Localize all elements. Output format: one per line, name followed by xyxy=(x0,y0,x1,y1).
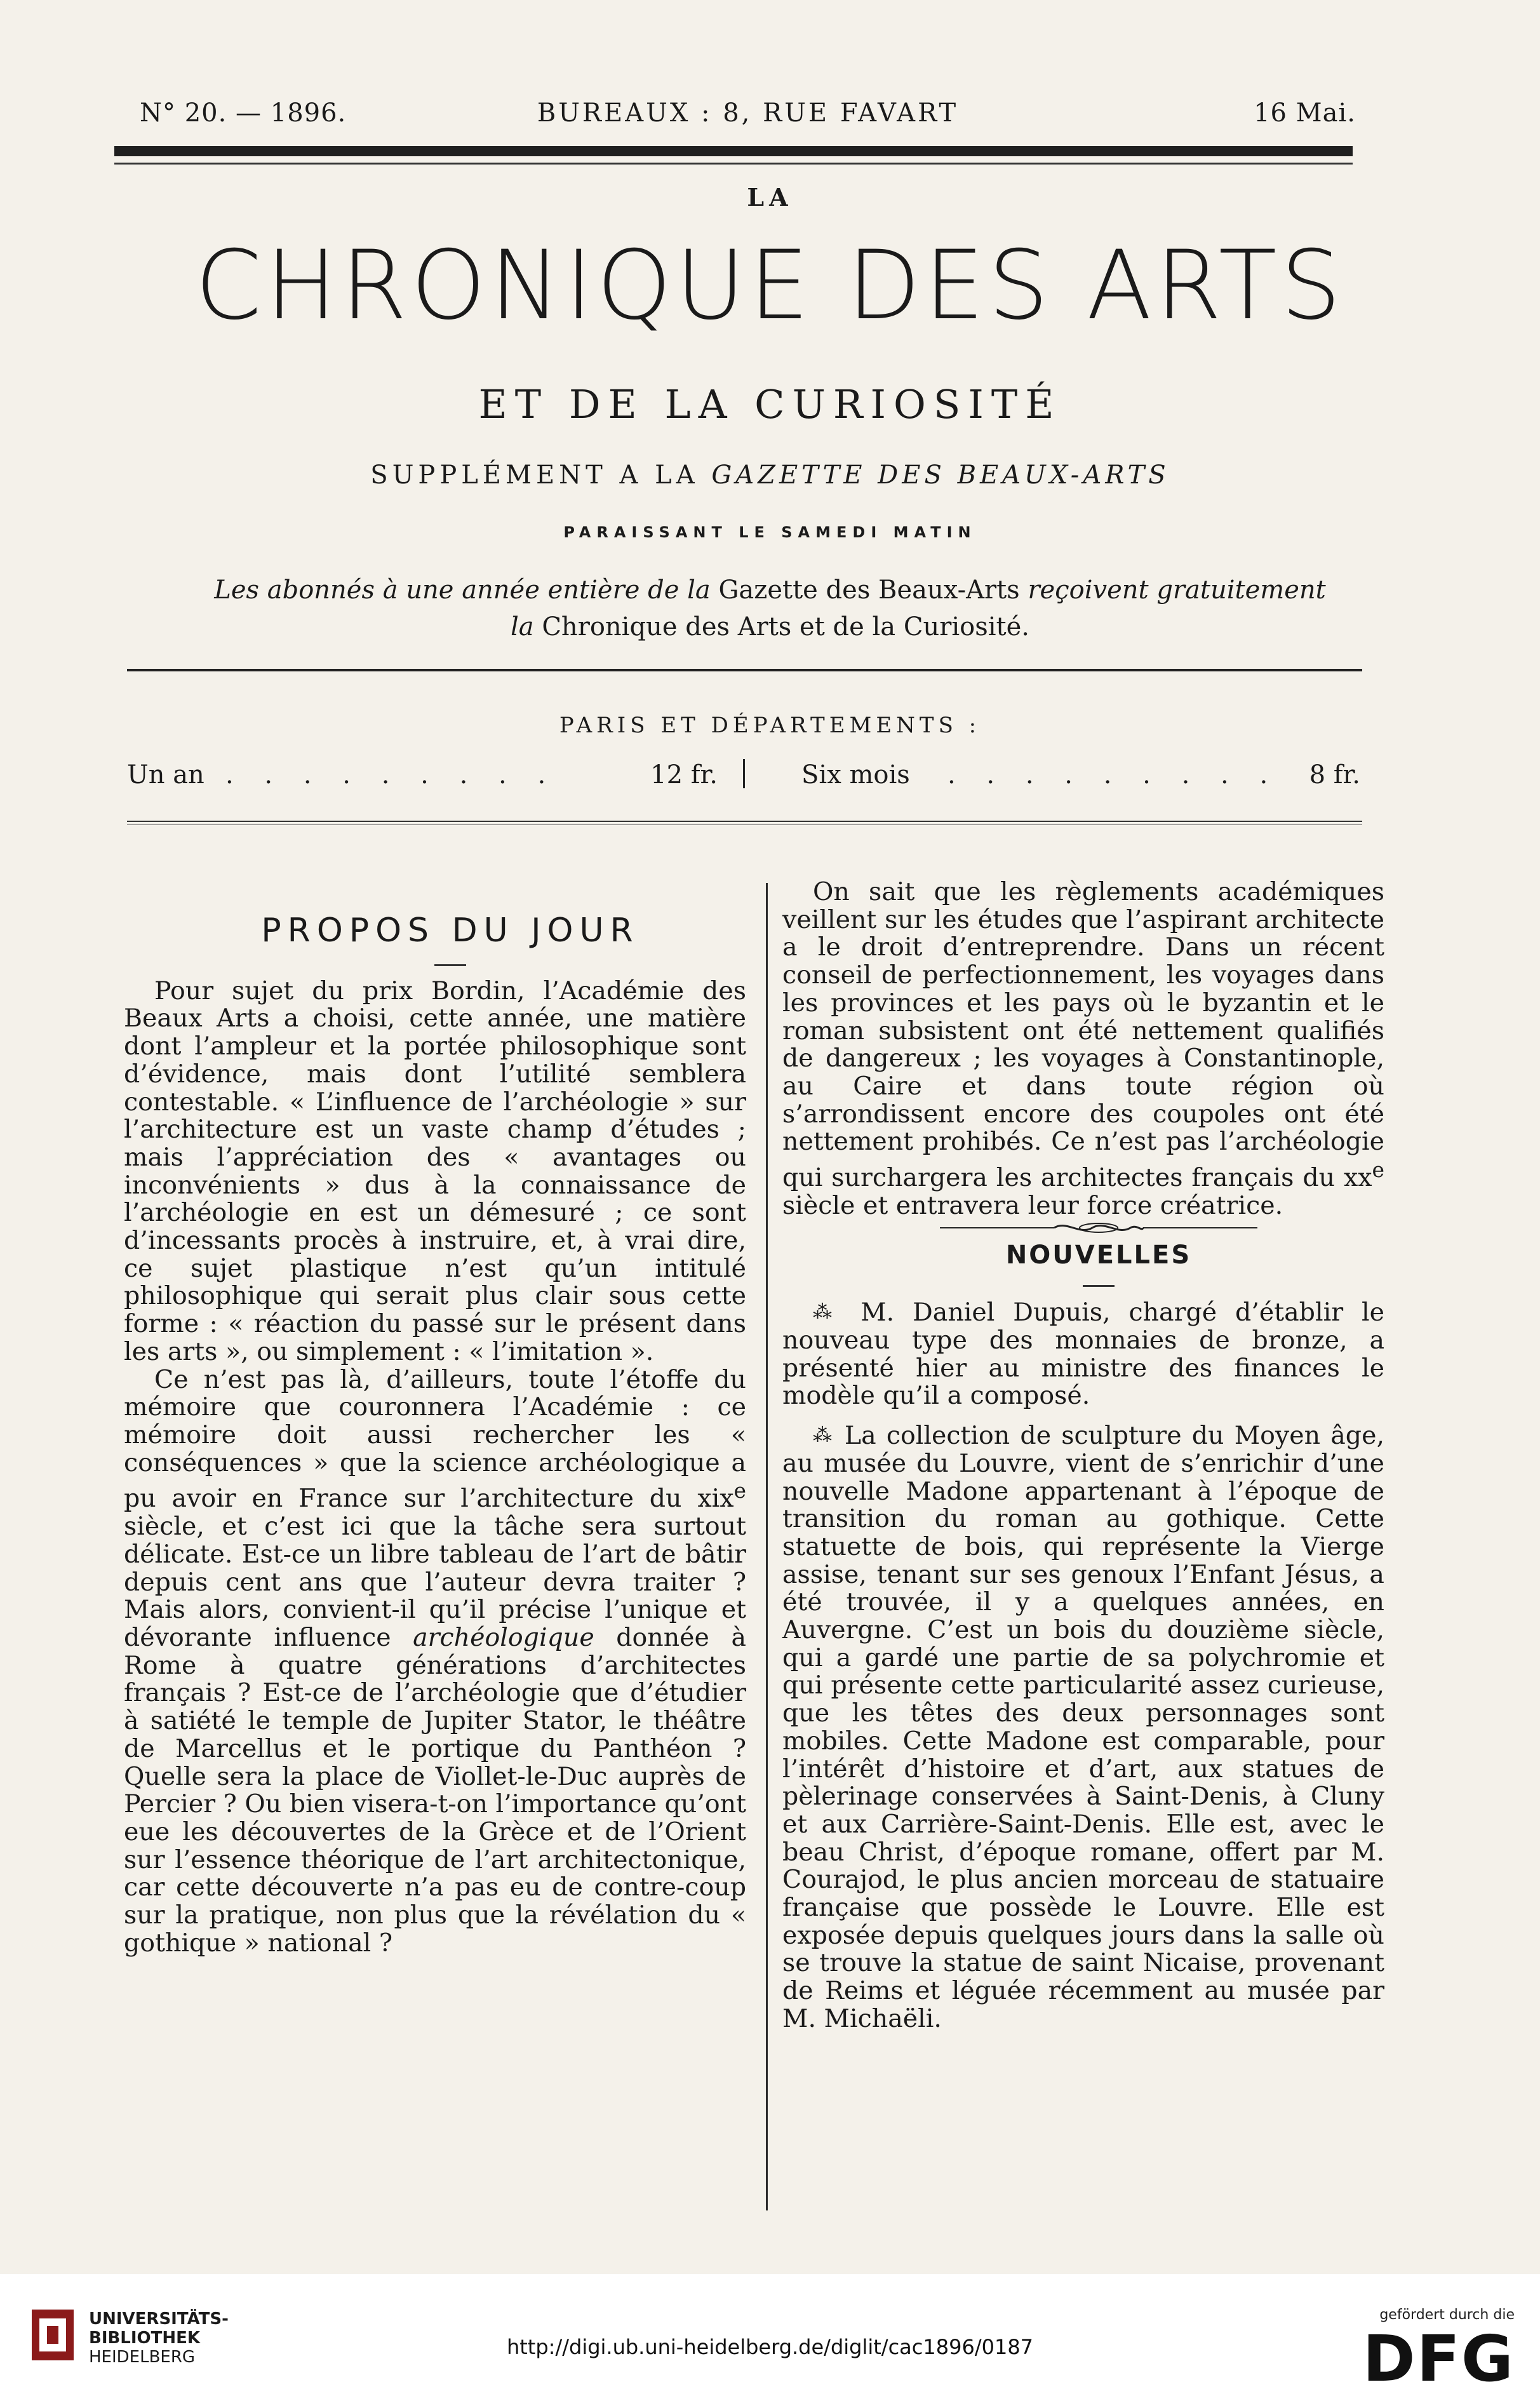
price-half xyxy=(801,760,1360,796)
supplement-gazette: GAZETTE DES BEAUX-ARTS xyxy=(711,461,1170,490)
price-half-dots: . . . . . . . . . xyxy=(947,760,1280,790)
header-rule-thin xyxy=(114,163,1353,165)
price-half-label: Six mois xyxy=(801,760,910,790)
asterism-icon: ⁂ xyxy=(813,1424,834,1447)
century-numeral: xx xyxy=(1343,1163,1372,1193)
office-address: BUREAUX : 8, RUE FAVART xyxy=(537,98,959,128)
price-rule xyxy=(127,821,1362,822)
supplement-line xyxy=(0,461,1540,490)
ornament-flourish-icon xyxy=(940,1220,1257,1235)
right-column xyxy=(782,878,1384,2033)
subscriber-notice xyxy=(0,572,1540,645)
price-year-dots: . . . . . . . . . xyxy=(225,760,558,790)
century-suffix: e xyxy=(733,1478,746,1503)
news-item-2 xyxy=(782,1422,1384,2033)
asterism-icon: ⁂ xyxy=(813,1301,843,1324)
text-run: M. Daniel Dupuis, chargé d’établir le nouveau type des monnaies de bronze, a présenté hier au ministre des finances le modèle qu’il a composé. xyxy=(782,1298,1384,1411)
issue-number: N° 20. — 1896. xyxy=(140,98,347,128)
library-name-line: HEIDELBERG xyxy=(89,2348,196,2367)
digitization-footer xyxy=(0,2274,1540,2408)
century-numeral: xix xyxy=(697,1484,734,1514)
price-rule-thin xyxy=(127,824,1362,825)
issue-header xyxy=(140,98,1356,137)
library-name-line: UNIVERSITÄTS- xyxy=(89,2310,229,2329)
header-rule-thick xyxy=(114,146,1353,156)
propos-paragraph-1: Pour sujet du prix Bordin, l’Académie des Beaux Arts a choisi, cette année, une matière dont l’ampleur et la portée philosophique sont d’évidence, mais dont l’utilité semblera contestable. « L’influence de l’archéologie » sur l’architecture est un vaste champ d’études ; mais l’appréciation des « avantages ou inconvénients » dus à la connaissance de l’archéologie en est un démesuré ; ce sont d’incessants procès à instruire, et, à vrai dire, ce sujet plastique n’est qu’un intitulé philosophique qui serait plus clair sous cette forme : « réaction du passé sur le présent dans les arts », ou simplement : « l’imitation ». xyxy=(124,976,746,1366)
text-run: Ce n’est pas là, d’ailleurs, toute l’étoffe du mémoire que couronnera l’Académie : ce mémoire doit aussi rechercher les « conséquences » que la science archéologique a pu avoir en France sur l’architecture du xyxy=(124,1364,746,1514)
notice-part: reçoivent gratuitement xyxy=(1028,575,1326,605)
nouvelles-heading: NOUVELLES xyxy=(1005,1240,1192,1270)
masthead-title: CHRONIQUE DES ARTS xyxy=(195,231,1345,341)
price-divider xyxy=(743,759,745,788)
propos-paragraph-3 xyxy=(782,878,1384,1220)
heading-dash xyxy=(124,950,746,978)
notice-part: Chronique des Arts et de la Curiosité. xyxy=(542,612,1030,642)
propos-paragraph-2 xyxy=(124,1366,746,1958)
propos-heading: PROPOS DU JOUR xyxy=(261,911,639,950)
notice-part: Gazette des Beaux-Arts xyxy=(718,575,1020,605)
source-url[interactable]: http://digi.ub.uni-heidelberg.de/diglit/cac1896/0187 xyxy=(506,2335,1034,2359)
italic-word: archéologique xyxy=(413,1623,594,1653)
price-year xyxy=(127,760,718,796)
supplement-prefix: SUPPLÉMENT A LA xyxy=(370,461,699,490)
column-divider xyxy=(766,883,768,2210)
price-year-label: Un an xyxy=(127,760,204,790)
dfg-logo: DFG xyxy=(1362,2322,1515,2396)
masthead-rule xyxy=(127,669,1362,671)
left-column xyxy=(124,911,746,1957)
notice-part: Les abonnés à une année entière de la xyxy=(214,575,711,605)
library-name-line: BIBLIOTHEK xyxy=(89,2329,201,2348)
text-run: donnée à Rome à quatre générations d’architectes français ? Est-ce de l’archéologie que d’étudier à satiété le temple de Jupiter Stator, le théâtre de Marcellus et le portique du Panthéon ? Quelle sera la place de Viollet-le-Duc auprès de Percier ? Ou bien visera-t-on l’importance qu’ont eue les découvertes de la Grèce et de l’Orient sur l’essence théorique de l’art architectonique, car cette découverte n’a pas eu de contre-coup sur la pratique, non plus que la révélation du « gothique » national ? xyxy=(124,1623,747,1958)
publication-schedule: PARAISSANT LE SAMEDI MATIN xyxy=(563,523,977,541)
price-half-value: 8 fr. xyxy=(1309,760,1360,790)
text-run: siècle et entravera leur force créatrice. xyxy=(782,1190,1283,1220)
century-suffix: e xyxy=(1372,1157,1384,1183)
price-year-value: 12 fr. xyxy=(650,760,718,790)
text-run: On sait que les règlements académiques veillent sur les études que l’aspirant architecte a le droit d’entreprendre. Dans un récent conseil de perfectionnement, les voyages dans les provinces et les pays où le byzantin et le roman subsistent ont été nettement qualifiés de dangereux ; les voyages à Constantinople, au Caire et dans toute région où s’arrondissent encore des coupoles ont été nettement prohibés. Ce n’est pas l’archéologie qui surchargera les architectes français du xyxy=(782,877,1384,1193)
issue-date: 16 Mai. xyxy=(1254,98,1356,128)
subscription-heading: PARIS ET DÉPARTEMENTS : xyxy=(559,713,981,738)
notice-part: la xyxy=(510,612,534,642)
text-run: La collection de sculpture du Moyen âge, au musée du Louvre, vient de s’enrichir d’une nouvelle Madone appartenant à l’époque de transition du roman au gothique. Cette statuette de bois, qui représente la Vierge assise, tenant sur ses genoux l’Enfant Jésus, a été trouvée, il y a quelques années, en Auvergne. C’est un bois du douzième siècle, qui a gardé une partie de sa polychromie et qui présente cette particularité assez curieuse, que les têtes des deux personnages sont mobiles. Cette Madone est comparable, pour l’intérêt d’histoire et d’art, aux statues de pèlerinage conservées à Saint-Denis, à Cluny et aux Carrière-Saint-Denis. Elle est, avec le beau Christ, d’époque romane, offert par M. Courajod, le plus ancien morceau de statuaire française que possède le Louvre. Elle est exposée depuis quelques jours dans la salle où se trouve la statue de saint Nicaise, provenant de Reims et léguée récemment au musée par M. Michaëli. xyxy=(782,1421,1385,2033)
heading-dash xyxy=(782,1271,1384,1299)
news-item-1 xyxy=(782,1298,1384,1410)
masthead-article: LA xyxy=(747,183,793,212)
masthead-subtitle: ET DE LA CURIOSITÉ xyxy=(478,381,1062,427)
section-ornament xyxy=(782,1220,1384,1239)
text-run: siècle, et c’est ici que la tâche sera surtout délicate. Est-ce un libre tableau de l’art de bâtir depuis cent ans que l’auteur devra traiter ? Mais alors, convient-il qu’il précise l’unique et dévorante influence xyxy=(124,1512,746,1653)
funding-caption: gefördert durch die xyxy=(1379,2307,1515,2323)
